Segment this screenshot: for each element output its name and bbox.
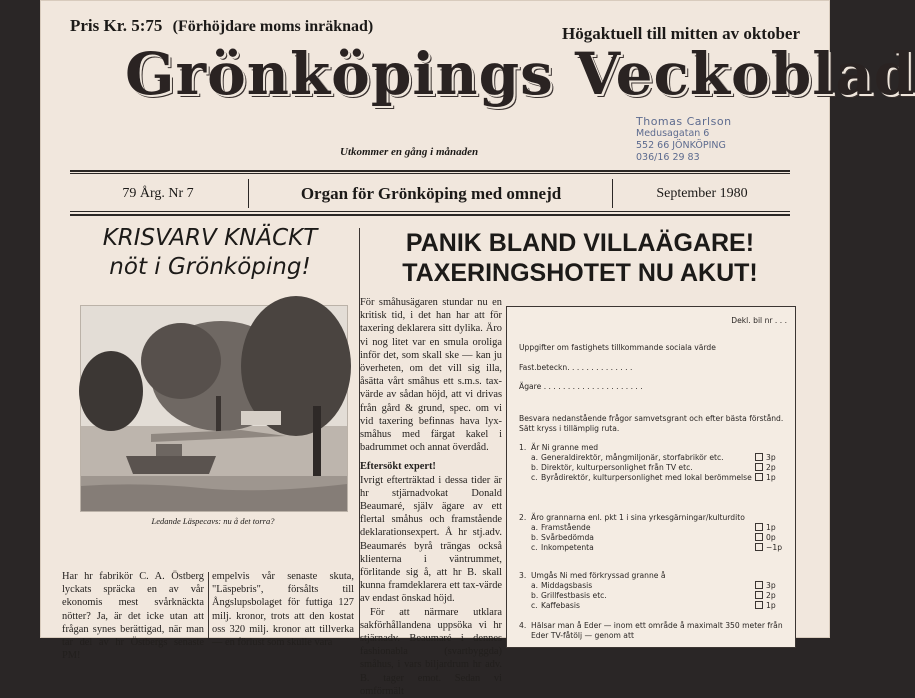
option-checkbox[interactable] [755,591,787,601]
form-field-owner: Ägare . . . . . . . . . . . . . . . . . . . . . [519,382,643,391]
form-field-property: Fast.beteckn. . . . . . . . . . . . . . [519,363,633,372]
question-text: Är Ni granne med [531,443,599,452]
option-checkbox[interactable] [755,601,787,611]
volume-number: 79 Årg. Nr 7 [122,185,194,201]
lake-photo [80,305,348,512]
option-text: Grillfestbasis etc. [541,591,607,600]
left-article-col-1 [62,570,204,662]
option-checkbox[interactable] [755,463,787,473]
option-checkbox[interactable] [755,523,787,533]
option-letter: b. [531,591,539,600]
option-points: 3p [766,453,776,462]
info-bar [70,177,790,210]
option-text: Framstående [541,523,591,532]
option-points: 1p [766,473,776,482]
checkbox-icon [755,533,763,541]
option-points: 3p [766,581,776,590]
option-letter: a. [531,523,539,532]
question-text: Äro grannarna enl. pkt 1 i sina yrkesgärningar/kulturdito [531,513,745,522]
price-line [70,16,373,36]
option-points: 1p [766,601,776,610]
question-text: Hälsar man å Eder — inom ett område å maximalt 350 meter från Eder TV-fåtölj — genom att [531,621,783,640]
form-declaration-no: Dekl. bil nr . . . [731,316,787,325]
option-text: Inkompetenta [541,543,594,552]
price-text: Pris Kr. 5:75 [70,16,163,35]
option-letter: a. [531,453,539,462]
option-letter: c. [531,473,538,482]
option-text: Generaldirektör, mångmiljonär, storfabrikör etc. [541,453,724,462]
form-question-1 [519,443,787,483]
tax-form [506,306,796,648]
info-divider [612,179,613,208]
stamp-phone: 036/16 29 83 [636,152,700,163]
option-text: Direktör, kulturpersonlighet från TV etc. [541,463,693,472]
form-intro: Uppgifter om fastighets tillkommande sociala värde [519,343,716,352]
organ-tagline: Organ för Grönköping med omnejd [300,183,562,203]
option-checkbox[interactable] [755,473,787,483]
topical-note: Högaktuell till mitten av oktober [562,24,800,43]
checkbox-icon [755,601,763,609]
right-article-para-3: För att närmare utklara sakförhållandena uppsöka vi hr stjärnadv. Beaumaré i dennes fashionabla (svartbyggda) småhus, i vars biljardrum hr adv. B. tager emot. Sedan vi omförmält [360,606,502,697]
bottom-rule [70,214,790,216]
stamp-city: 552 66 JÖNKÖPING [636,140,726,151]
option-letter: b. [531,533,539,542]
option-checkbox[interactable] [755,543,787,553]
option-points: −1p [766,543,783,552]
question-number: 1. [519,443,527,452]
checkbox-icon [755,463,763,471]
column-divider [208,572,209,638]
stamp-street: Medusagatan 6 [636,128,710,139]
left-article-text-2: empelvis vår senaste skuta, "Läspebris", försålts till Ångslupsbolaget för futtiga 127 milj. kronor, trots att den kostat oss 320 milj. kronor att tillverka — en förlust som skulle vara [212,571,354,649]
option-letter: b. [531,463,539,472]
form-question-4 [519,621,787,641]
bottom-rule-thin [70,211,790,212]
moms-note: (Förhöjdare moms inräknad) [172,18,374,35]
option-points: 0p [766,533,776,542]
issue-date: September 1980 [656,185,748,201]
option-points: 1p [766,523,776,532]
checkbox-icon [755,473,763,481]
question-number: 3. [519,571,527,580]
option-points: 2p [766,591,776,600]
right-headline-line-2: TAXERINGSHOTET NU AKUT! [402,259,758,287]
photo-caption: Ledande Läspecavs: nu å det torra? [151,516,275,526]
option-points: 2p [766,463,776,472]
right-article-para-1: För småhusägaren stundar nu en kritisk tid, i det han har att för taxering deklarera sitt dylika. Äro vi nog litet var en smula oroliga inför det, som skall ske — kan ju överheten, om det vill sig illa, åsätta vårt småhus ett s.m.s. tax-värde av sådan höjd, att vi drivas från gård & grund, spec. om vi vid taxering befinnas hava lyx-småhus med färgat kakel i badrummet och annat överdåd. [360,297,502,454]
right-headline [370,228,790,288]
option-letter: a. [531,581,539,590]
right-headline-line-1: PANIK BLAND VILLAÄGARE! [405,229,755,257]
question-number: 2. [519,513,527,522]
address-stamp [636,116,732,164]
left-headline-line-2: nöt i Grönköping! [109,254,311,280]
form-instruction: Besvara nedanstående frågor samvetsgrant och efter bästa förstånd. Sätt kryss i tillämplig ruta. [519,414,784,433]
publication-frequency: Utkommer en gång i månaden [340,146,479,158]
left-headline [70,224,350,282]
question-number: 4. [519,621,527,630]
stamp-name: Thomas Carlson [636,115,732,128]
form-question-2 [519,513,787,553]
top-rule [70,170,790,172]
masthead-title: Grönköpings Veckoblad [125,40,915,108]
checkbox-icon [755,453,763,461]
checkbox-icon [755,581,763,589]
left-article-text-1: Har hr fabrikör C. A. Östberg lyckats spräcka en av vår ekonomis mest svårknäckta nötter? Ja, är det icke utan att frågan synes berättigad, när man tar del av hr Östbergs senaste PM! [62,571,204,662]
option-letter: c. [531,601,538,610]
question-text: Umgås Ni med förkryssad granne å [531,571,666,580]
newspaper-page [40,0,915,697]
option-letter: c. [531,543,538,552]
lake-scene-image [81,306,347,511]
option-text: Byrådirektör, kulturpersonlighet med lokal berömmelse [541,473,752,482]
top-rule-thin [70,173,790,174]
checkbox-icon [755,523,763,531]
option-text: Svårbedömda [541,533,594,542]
checkbox-icon [755,543,763,551]
option-checkbox[interactable] [755,453,787,463]
right-article-para-2: Ivrigt efterträktad i dessa tider är hr stjärnadvokat Donald Beaumaré, själv ägare av ett flertal småhus och framstående deklarationsexpert. Å hr stj.adv. Beaumarés byrå trängas också klienterna i väntrummet, förlitande sig å, att hr B. skall kunna framdeklarera ett tax-värde av endast önskad höjd. [360,474,502,605]
left-article-col-2 [212,570,354,649]
option-checkbox[interactable] [755,581,787,591]
right-article-subhead: Eftersökt expert! [360,461,436,473]
option-text: Kaffebasis [541,601,580,610]
info-divider [248,179,249,208]
checkbox-icon [755,591,763,599]
left-headline-line-1: KRISVARV KNÄCKT [102,225,318,251]
right-article-text [360,296,502,698]
option-checkbox[interactable] [755,533,787,543]
form-question-3 [519,571,787,611]
option-text: Middagsbasis [541,581,593,590]
